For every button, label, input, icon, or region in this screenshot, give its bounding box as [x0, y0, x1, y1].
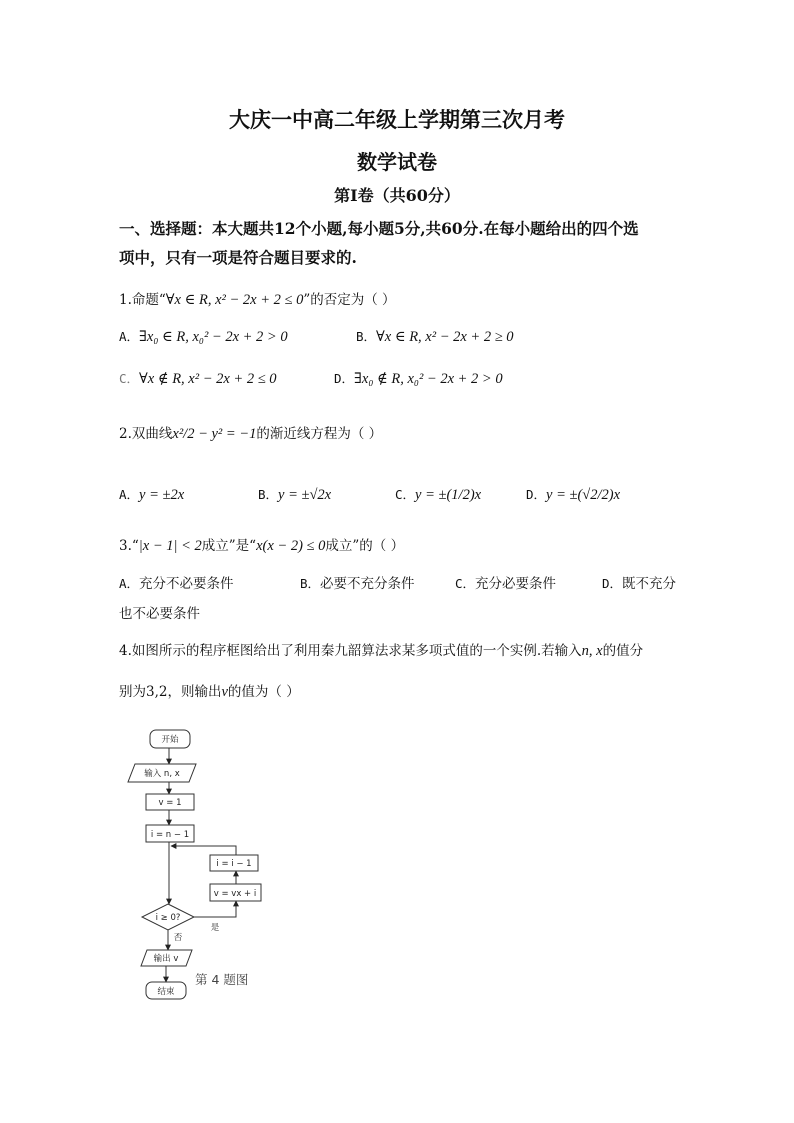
option-text: ∃x₀ ∉ R, x₀² − 2x + 2 > 0 [354, 371, 503, 387]
question-4-text: 4.如图所示的程序框图给出了利用秦九韶算法求某多项式值的一个实例.若输入 [119, 643, 582, 659]
question-2-prefix: 2.双曲线 [119, 426, 173, 442]
option-text: ∀x ∈ R, x² − 2x + 2 ≥ 0 [376, 329, 514, 345]
flow-start-label: 开始 [161, 735, 179, 745]
option-text: y = ±(√2/2)x [546, 487, 621, 503]
option-label: A． [119, 487, 140, 502]
question-1-prefix: 1.命题“ [119, 292, 166, 308]
option-label: B． [356, 329, 377, 344]
question-2-suffix: 的渐近线方程为（ ） [256, 426, 383, 442]
option-label: B． [300, 576, 321, 591]
flow-output-label: 输出 v [153, 954, 179, 964]
option-text: ∃x₀ ∈ R, x₀² − 2x + 2 > 0 [139, 329, 288, 345]
section-instructions-line2: 项中，只有一项是符合题目要求的. [119, 248, 357, 267]
option-text: ∀x ∉ R, x² − 2x + 2 ≤ 0 [139, 371, 277, 387]
flow-init-v-label: v = 1 [158, 798, 182, 808]
option-text: y = ±√2x [278, 487, 332, 503]
question-3-mid: 成立”是“ [201, 538, 257, 554]
option-text: 必要不充分条件 [320, 576, 415, 592]
question-3-suffix: 成立”的（ ） [325, 538, 405, 554]
option-label: C． [455, 576, 476, 591]
exam-subject: 数学试卷 [357, 150, 437, 174]
flow-no-label: 否 [173, 933, 183, 943]
option-label: D． [334, 371, 355, 386]
flow-input-label: 输入 n, x [144, 769, 180, 779]
option-text: 充分不必要条件 [139, 576, 234, 592]
flow-end-label: 结束 [157, 987, 175, 997]
question-3-condition-1: |x − 1| < 2 [138, 538, 202, 554]
section-instructions-line1: 一、选择题：本大题共12个小题,每小题5分,共60分.在每小题给出的四个选 [119, 219, 639, 238]
question-3-prefix: 3.“ [119, 538, 139, 554]
exam-part: 第Ⅰ卷（共60分） [334, 186, 460, 205]
option-label: A． [119, 329, 140, 344]
option-text: y = ±(1/2)x [415, 487, 482, 503]
flow-init-i-label: i = n − 1 [150, 830, 190, 840]
option-text: 充分必要条件 [475, 576, 557, 592]
flow-update-v-label: v = vx + i [213, 889, 257, 899]
option-label: D． [526, 487, 547, 502]
question-1-statement: ∀x ∈ R, x² − 2x + 2 ≤ 0 [165, 292, 304, 308]
question-3-condition-2: x(x − 2) ≤ 0 [256, 538, 326, 554]
question-4-text-end: 的值为（ ） [227, 684, 300, 700]
question-1-suffix: ”的否定为（ ） [303, 292, 396, 308]
question-4-text: 别为3,2，则输出 [119, 684, 222, 700]
exam-title: 大庆一中高二年级上学期第三次月考 [229, 107, 565, 132]
question-2-equation: x²/2 − y² = −1 [172, 426, 257, 442]
flow-dec-i-label: i = i − 1 [216, 859, 252, 869]
option-text: y = ±2x [139, 487, 185, 503]
question-4-output-var: v [221, 684, 228, 700]
flow-yes-label: 是 [210, 923, 220, 933]
option-label: C． [395, 487, 416, 502]
option-text: 既不充分 [622, 576, 677, 592]
flow-condition-label: i ≥ 0? [155, 913, 181, 923]
flowchart-caption: 第 4 题图 [195, 972, 249, 987]
option-label: A． [119, 576, 140, 591]
option-label: B． [258, 487, 279, 502]
question-4-text-end: 的值分 [602, 643, 644, 659]
option-label: C． [119, 371, 140, 386]
option-label: D． [602, 576, 623, 591]
question-4-vars: n, x [581, 643, 603, 659]
question-3-option-d-wrap: 也不必要条件 [119, 606, 200, 622]
